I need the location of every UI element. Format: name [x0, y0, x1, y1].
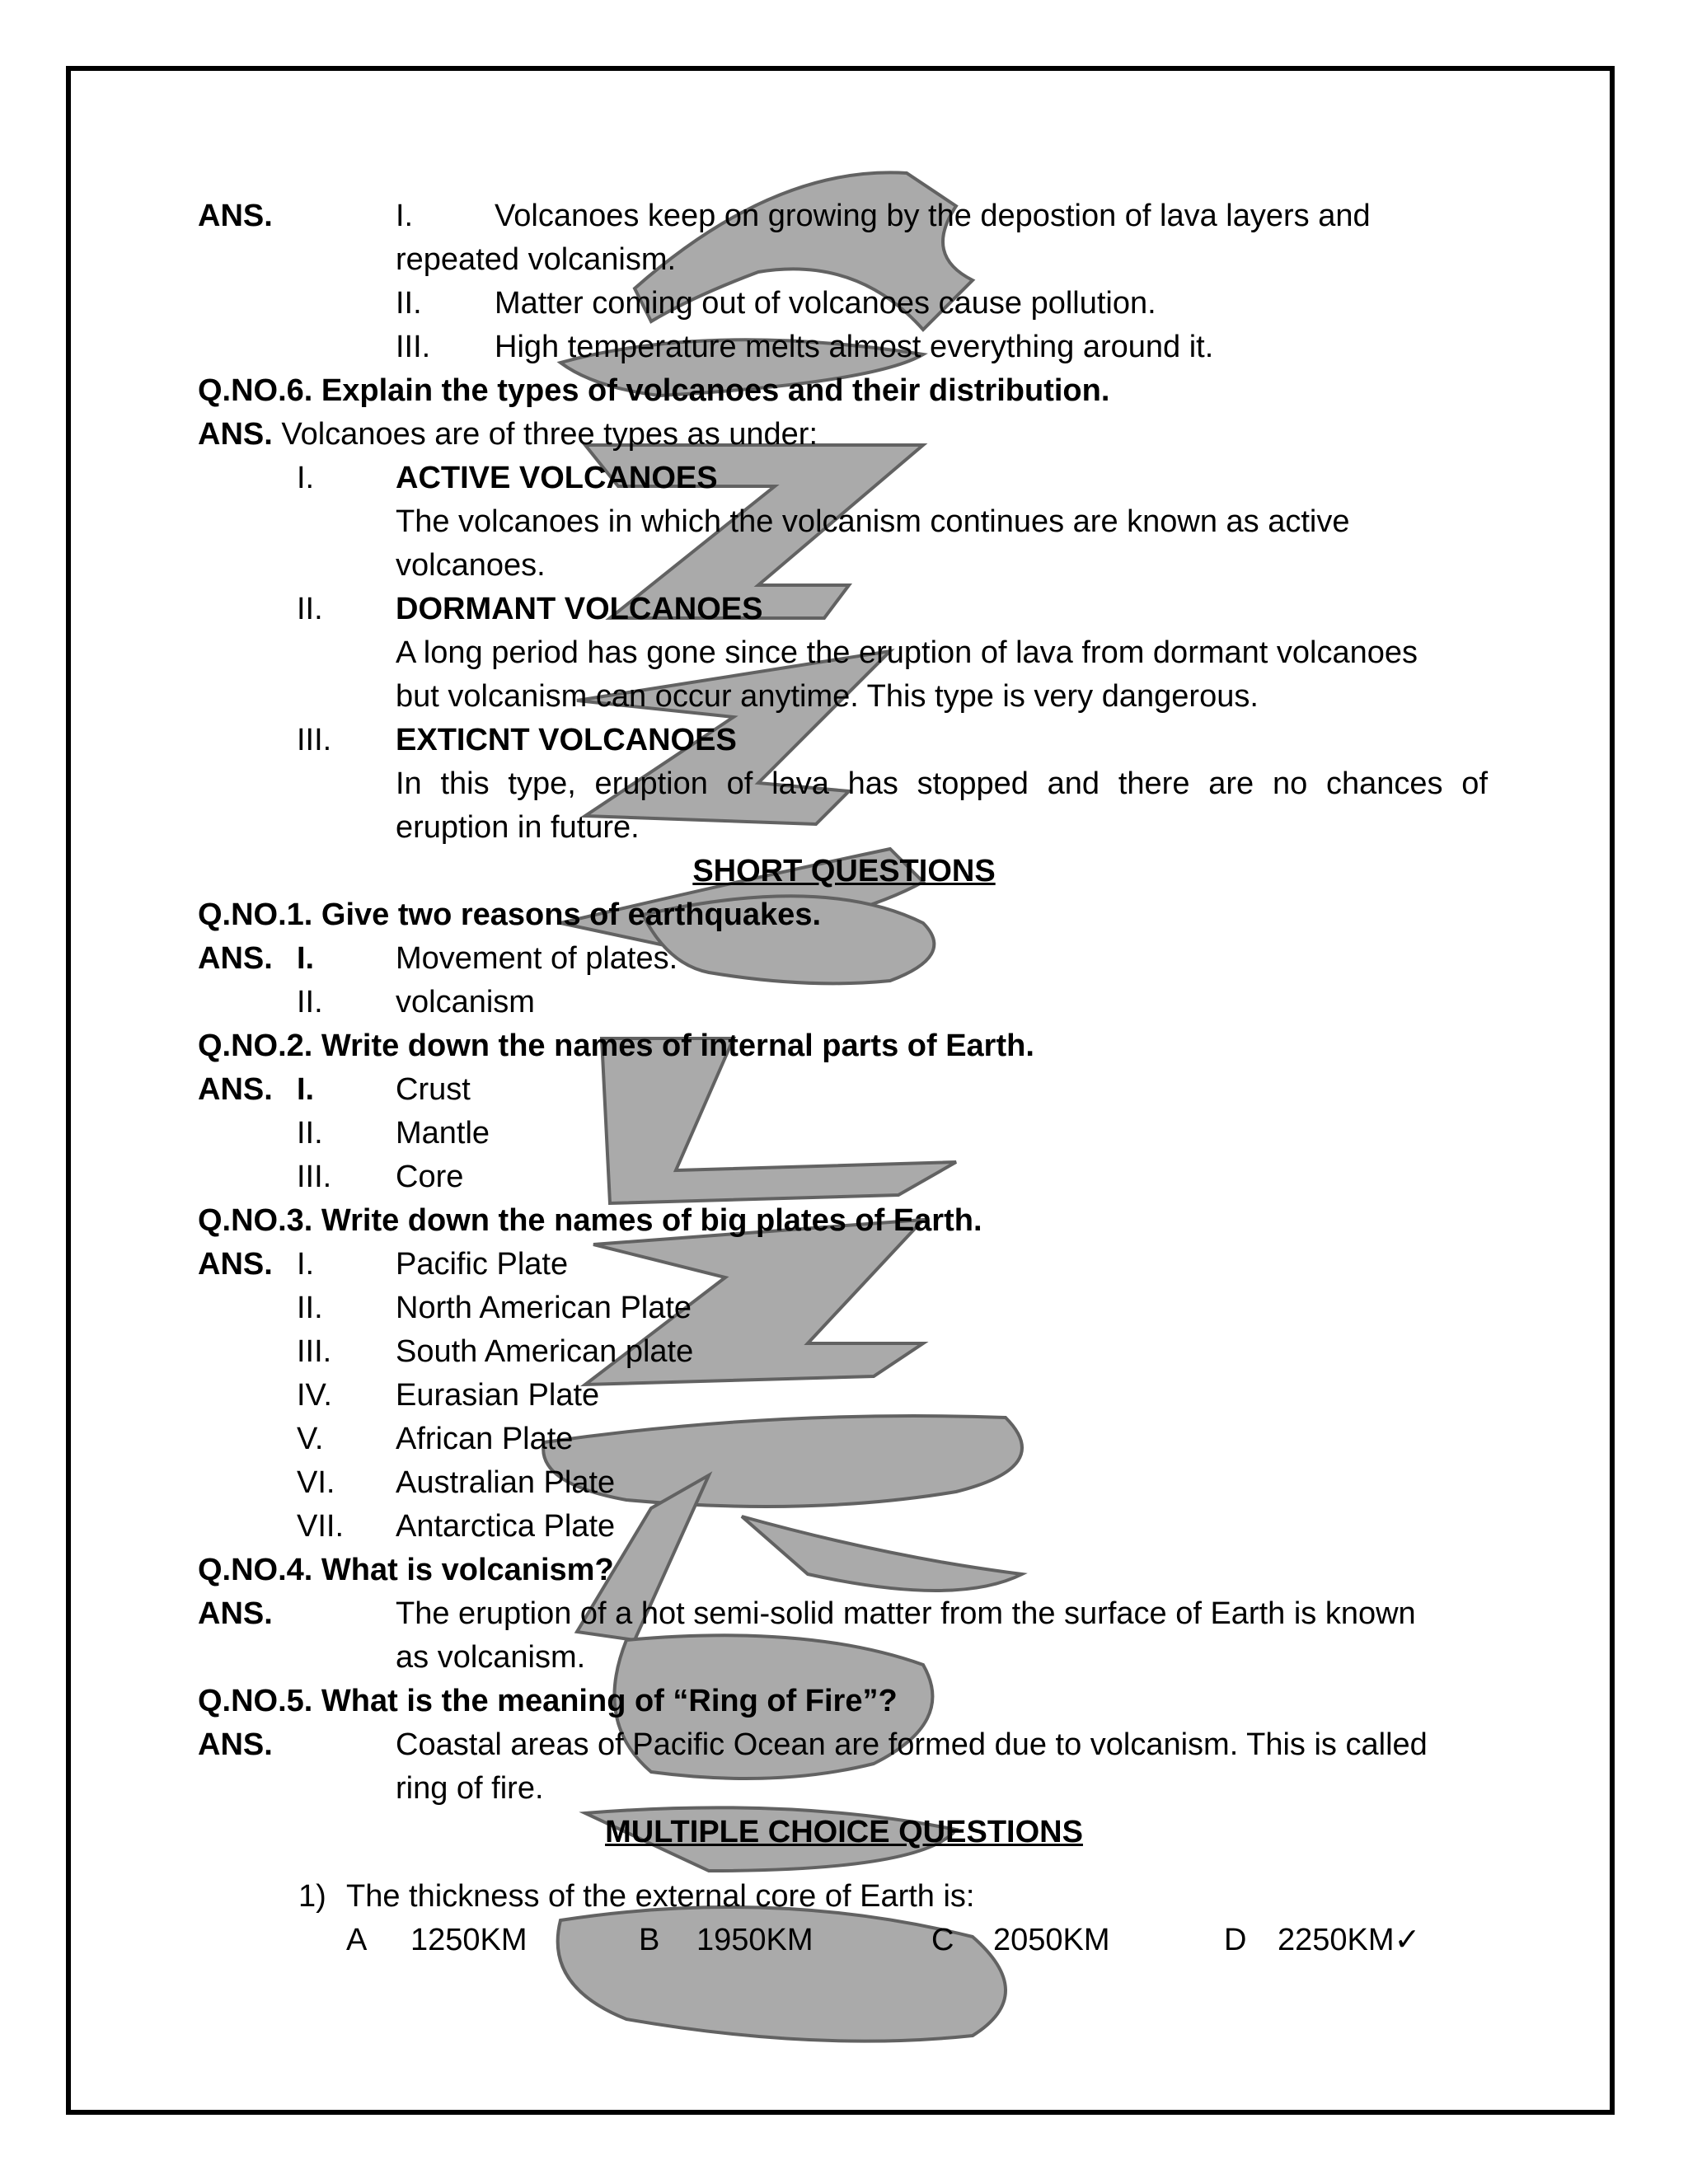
- list-number: I.: [297, 941, 315, 976]
- question-heading: Q.NO.3. Write down the names of big plates of Earth.: [198, 1203, 982, 1238]
- option-letter: A: [346, 1923, 368, 1957]
- option-text: 2050KM: [993, 1923, 1110, 1957]
- list-number: III.: [297, 1334, 332, 1369]
- answer-text: ring of fire.: [396, 1771, 544, 1806]
- type-description: In this type, eruption of lava has stopped and there are no chances of: [396, 766, 1488, 801]
- section-heading: SHORT QUESTIONS: [692, 854, 996, 888]
- list-number: III.: [396, 330, 431, 364]
- list-number: II.: [396, 286, 422, 321]
- question-heading: Q.NO.6. Explain the types of volcanoes and their distribution.: [198, 373, 1110, 408]
- answer-text: Volcanoes are of three types as under:: [281, 417, 818, 452]
- type-description: The volcanoes in which the volcanism continues are known as active: [396, 504, 1350, 539]
- list-number: V.: [297, 1422, 324, 1456]
- option-text: 1950KM: [696, 1923, 814, 1957]
- list-item-text: Crust: [396, 1072, 471, 1107]
- type-description: A long period has gone since the eruption of lava from dormant volcanoes: [396, 635, 1418, 670]
- ans-label: ANS.: [198, 417, 273, 452]
- list-item-text: African Plate: [396, 1422, 574, 1456]
- type-title: DORMANT VOLCANOES: [396, 592, 763, 626]
- list-number: III.: [297, 1160, 332, 1194]
- question-heading: Q.NO.1. Give two reasons of earthquakes.: [198, 898, 822, 932]
- ans-label: ANS.: [198, 1247, 273, 1282]
- list-item-text: volcanism: [396, 985, 535, 1019]
- type-title: EXTICNT VOLCANOES: [396, 723, 737, 757]
- question-heading: Q.NO.4. What is volcanism?: [198, 1553, 614, 1587]
- question-heading: Q.NO.2. Write down the names of internal parts of Earth.: [198, 1029, 1034, 1063]
- list-number: II.: [297, 985, 323, 1019]
- type-description: eruption in future.: [396, 810, 640, 845]
- ans-label: ANS.: [198, 941, 273, 976]
- option-letter: C: [931, 1923, 954, 1957]
- answer-text: Coastal areas of Pacific Ocean are formed due to volcanism. This is called: [396, 1727, 1428, 1762]
- type-description: volcanoes.: [396, 548, 546, 583]
- list-item-text: High temperature melts almost everything around it.: [495, 330, 1214, 364]
- answer-text: as volcanism.: [396, 1640, 586, 1675]
- list-item-text: repeated volcanism.: [396, 242, 677, 277]
- list-number: II.: [297, 592, 323, 626]
- list-number: III.: [297, 723, 332, 757]
- ans-label: ANS.: [198, 1727, 273, 1762]
- list-item-text: Matter coming out of volcanoes cause pollution.: [495, 286, 1156, 321]
- list-item-text: Movement of plates.: [396, 941, 678, 976]
- mcq-number: 1): [298, 1879, 326, 1914]
- list-number: II.: [297, 1291, 323, 1325]
- ans-label: ANS.: [198, 1072, 273, 1107]
- answer-text: The eruption of a hot semi-solid matter from the surface of Earth is known: [396, 1596, 1416, 1631]
- answer-line: [198, 413, 818, 457]
- list-item-text: Eurasian Plate: [396, 1378, 600, 1413]
- section-heading: MULTIPLE CHOICE QUESTIONS: [605, 1815, 1083, 1849]
- option-text: 1250KM: [410, 1923, 528, 1957]
- option-text-correct: 2250KM✓: [1278, 1923, 1421, 1957]
- type-description: but volcanism can occur anytime. This type is very dangerous.: [396, 679, 1259, 714]
- list-number: VII.: [297, 1509, 345, 1544]
- list-item-text: South American plate: [396, 1334, 694, 1369]
- list-item-text: Volcanoes keep on growing by the depostion of lava layers and: [495, 199, 1371, 233]
- list-item-text: Pacific Plate: [396, 1247, 569, 1282]
- list-number: I.: [297, 1247, 315, 1282]
- ans-label: ANS.: [198, 1596, 273, 1631]
- option-letter: B: [639, 1923, 660, 1957]
- list-number: I.: [297, 1072, 315, 1107]
- list-number: I.: [396, 199, 414, 233]
- list-number: IV.: [297, 1378, 332, 1413]
- option-letter: D: [1224, 1923, 1247, 1957]
- question-heading: Q.NO.5. What is the meaning of “Ring of Fire”?: [198, 1684, 898, 1718]
- type-title: ACTIVE VOLCANOES: [396, 461, 718, 495]
- list-item-text: Australian Plate: [396, 1465, 616, 1500]
- ans-label: ANS.: [198, 199, 273, 233]
- list-item-text: Core: [396, 1160, 464, 1194]
- list-number: VI.: [297, 1465, 335, 1500]
- list-item-text: North American Plate: [396, 1291, 692, 1325]
- list-number: I.: [297, 461, 315, 495]
- list-item-text: Antarctica Plate: [396, 1509, 616, 1544]
- list-item-text: Mantle: [396, 1116, 490, 1151]
- mcq-question: The thickness of the external core of Earth is:: [346, 1879, 975, 1914]
- list-number: II.: [297, 1116, 323, 1151]
